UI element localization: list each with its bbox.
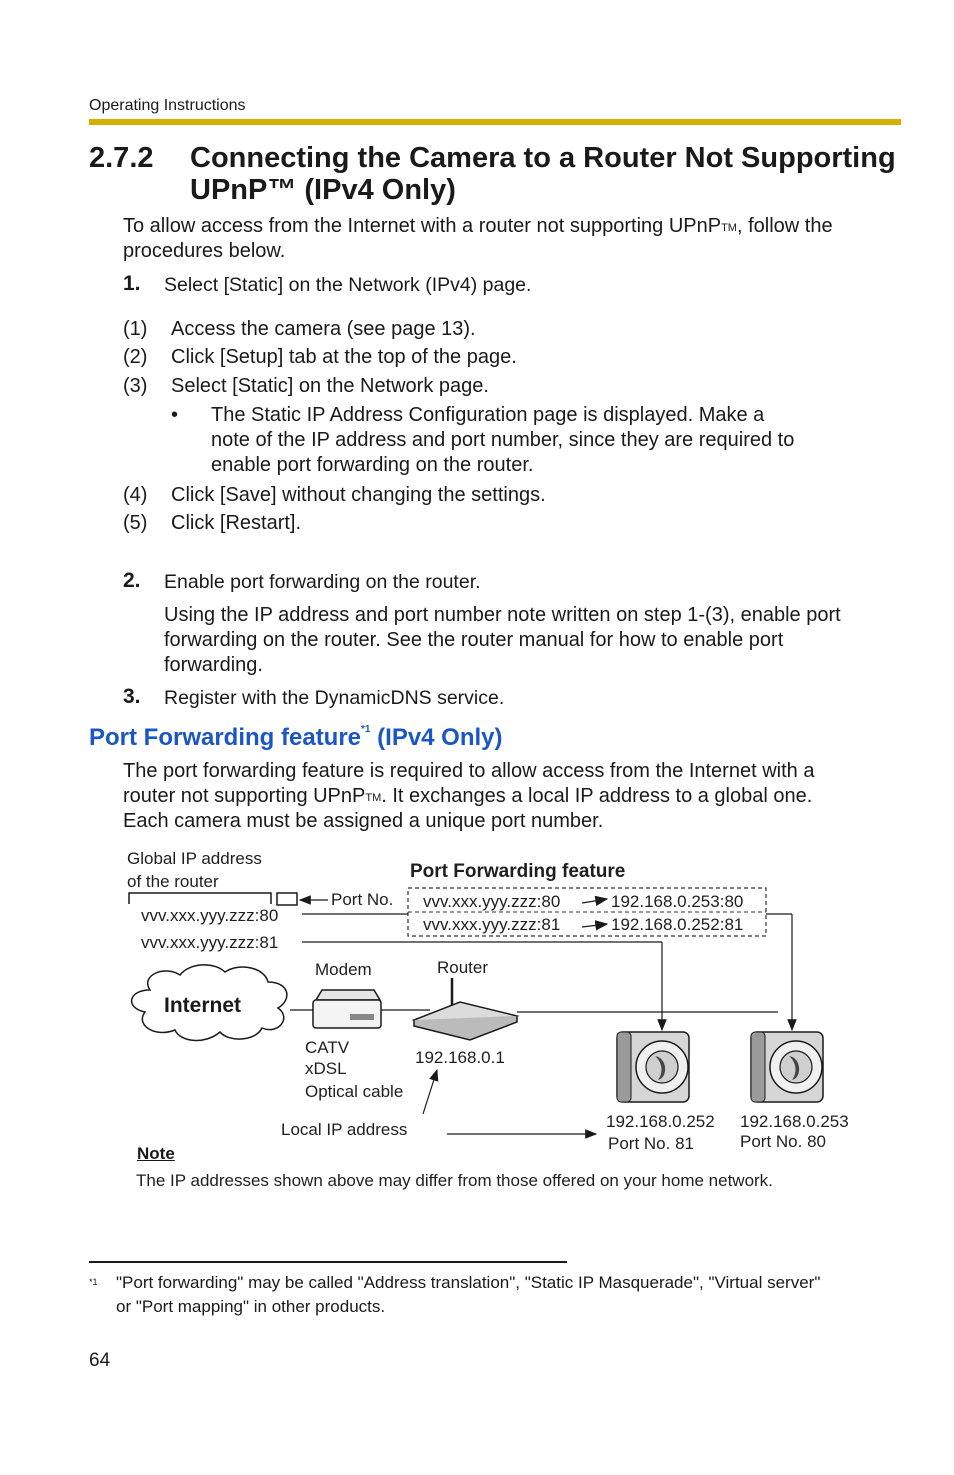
- footnote-line: or "Port mapping" in other products.: [116, 1297, 386, 1316]
- footnote-mark: *1: [89, 1277, 98, 1287]
- step-text: Select [Static] on the Network (IPv4) page.: [164, 274, 532, 296]
- substep-number: (1): [123, 318, 148, 340]
- subsection-para-line: The port forwarding feature is required to allow access from the Internet with a: [123, 760, 815, 782]
- router-icon: [414, 978, 517, 1040]
- subsection-title: Port Forwarding feature$^{*1}$ (IPv4 Only): [89, 724, 503, 751]
- subsection-para-line: router not supporting UPnPTM. It exchanges a local IP address to a global one.: [123, 785, 813, 807]
- substep-text: Click [Restart].: [171, 512, 302, 534]
- line-type-label: Optical cable: [305, 1082, 404, 1101]
- intro-line-1: To allow access from the Internet with a router not supporting UPnPTM, follow the: [123, 215, 833, 237]
- subsection-para-line: Each camera must be assigned a unique port number.: [123, 810, 604, 832]
- internet-label: Internet: [164, 994, 242, 1017]
- pf-row-from: vvv.xxx.yyy.zzz:81: [423, 915, 561, 934]
- substep-text: Select [Static] on the Network page.: [171, 375, 489, 397]
- step-number: 1.: [123, 272, 141, 295]
- step-text: Enable port forwarding on the router.: [164, 571, 481, 593]
- line-type-label: CATV: [305, 1038, 350, 1057]
- local-ip-label: Local IP address: [281, 1120, 408, 1139]
- substep-number: (2): [123, 346, 148, 368]
- step2-detail-line: Using the IP address and port number note written on step 1-(3), enable port: [164, 604, 841, 626]
- footnote-line: "Port forwarding" may be called "Address translation", "Static IP Masquerade", "Virtual server": [116, 1273, 821, 1292]
- router-ip-pointer: [423, 1070, 437, 1114]
- global-ip-bracket: [129, 893, 271, 904]
- port-forwarding-feature-label: Port Forwarding feature: [410, 861, 626, 882]
- page-number: 64: [89, 1350, 111, 1371]
- substep-number: (5): [123, 512, 148, 534]
- substep-text: Click [Setup] tab at the top of the page.: [171, 346, 517, 368]
- intro-line-2: procedures below.: [123, 240, 286, 262]
- footnote-ref: *1: [361, 724, 371, 735]
- router-label: Router: [437, 958, 489, 977]
- substep-number: (4): [123, 484, 148, 506]
- camera-252-icon: [617, 1032, 689, 1102]
- bullet-symbol: •: [171, 404, 179, 426]
- pf-row-to: 192.168.0.252:81: [611, 915, 744, 934]
- global-ip-label: Global IP address: [127, 849, 262, 868]
- step-number: 2.: [123, 569, 141, 592]
- step2-detail-line: forwarding.: [164, 654, 263, 676]
- global-port-81: vvv.xxx.yyy.zzz:81: [141, 933, 279, 952]
- mapping-arrow: [582, 924, 607, 927]
- substep-number: (3): [123, 375, 148, 397]
- camera-253-icon: [751, 1032, 823, 1102]
- note-text: The IP addresses shown above may differ from those offered on your home network.: [136, 1171, 773, 1190]
- section-number: 2.7.2: [89, 142, 154, 174]
- modem-icon: [313, 990, 381, 1028]
- pf-row-to: 192.168.0.253:80: [611, 892, 744, 911]
- note-label: Note: [137, 1144, 175, 1163]
- pf-row-from: vvv.xxx.yyy.zzz:80: [423, 892, 561, 911]
- camera-ip: 192.168.0.253: [740, 1112, 849, 1131]
- bullet-line: The Static IP Address Configuration page is displayed. Make a: [211, 404, 765, 426]
- section-title: Connecting the Camera to a Router Not Supporting UPnP™ (IPv4 Only): [190, 142, 896, 206]
- port-no-label: Port No.: [331, 890, 394, 909]
- camera-ip: 192.168.0.252: [606, 1112, 715, 1131]
- step-text: Register with the DynamicDNS service.: [164, 687, 505, 709]
- substep-text: Click [Save] without changing the settings.: [171, 484, 546, 506]
- modem-label: Modem: [315, 960, 372, 979]
- router-ip: 192.168.0.1: [415, 1048, 505, 1067]
- substep-text: Access the camera (see page 13).: [171, 318, 476, 340]
- global-port-80: vvv.xxx.yyy.zzz:80: [141, 906, 279, 925]
- camera-port: Port No. 81: [608, 1134, 694, 1153]
- line-type-label: xDSL: [305, 1059, 347, 1078]
- mapping-arrow: [582, 899, 607, 903]
- bullet-line: note of the IP address and port number, since they are required to: [211, 429, 795, 451]
- global-ip-label: of the router: [127, 872, 219, 891]
- footnote-rule: [89, 1261, 567, 1263]
- bullet-line: enable port forwarding on the router.: [211, 454, 534, 476]
- step-number: 3.: [123, 685, 141, 708]
- running-header: Operating Instructions: [89, 97, 246, 114]
- camera-port: Port No. 80: [740, 1132, 826, 1151]
- step2-detail-line: forwarding on the router. See the router manual for how to enable port: [164, 629, 784, 651]
- port-no-box: [277, 893, 297, 905]
